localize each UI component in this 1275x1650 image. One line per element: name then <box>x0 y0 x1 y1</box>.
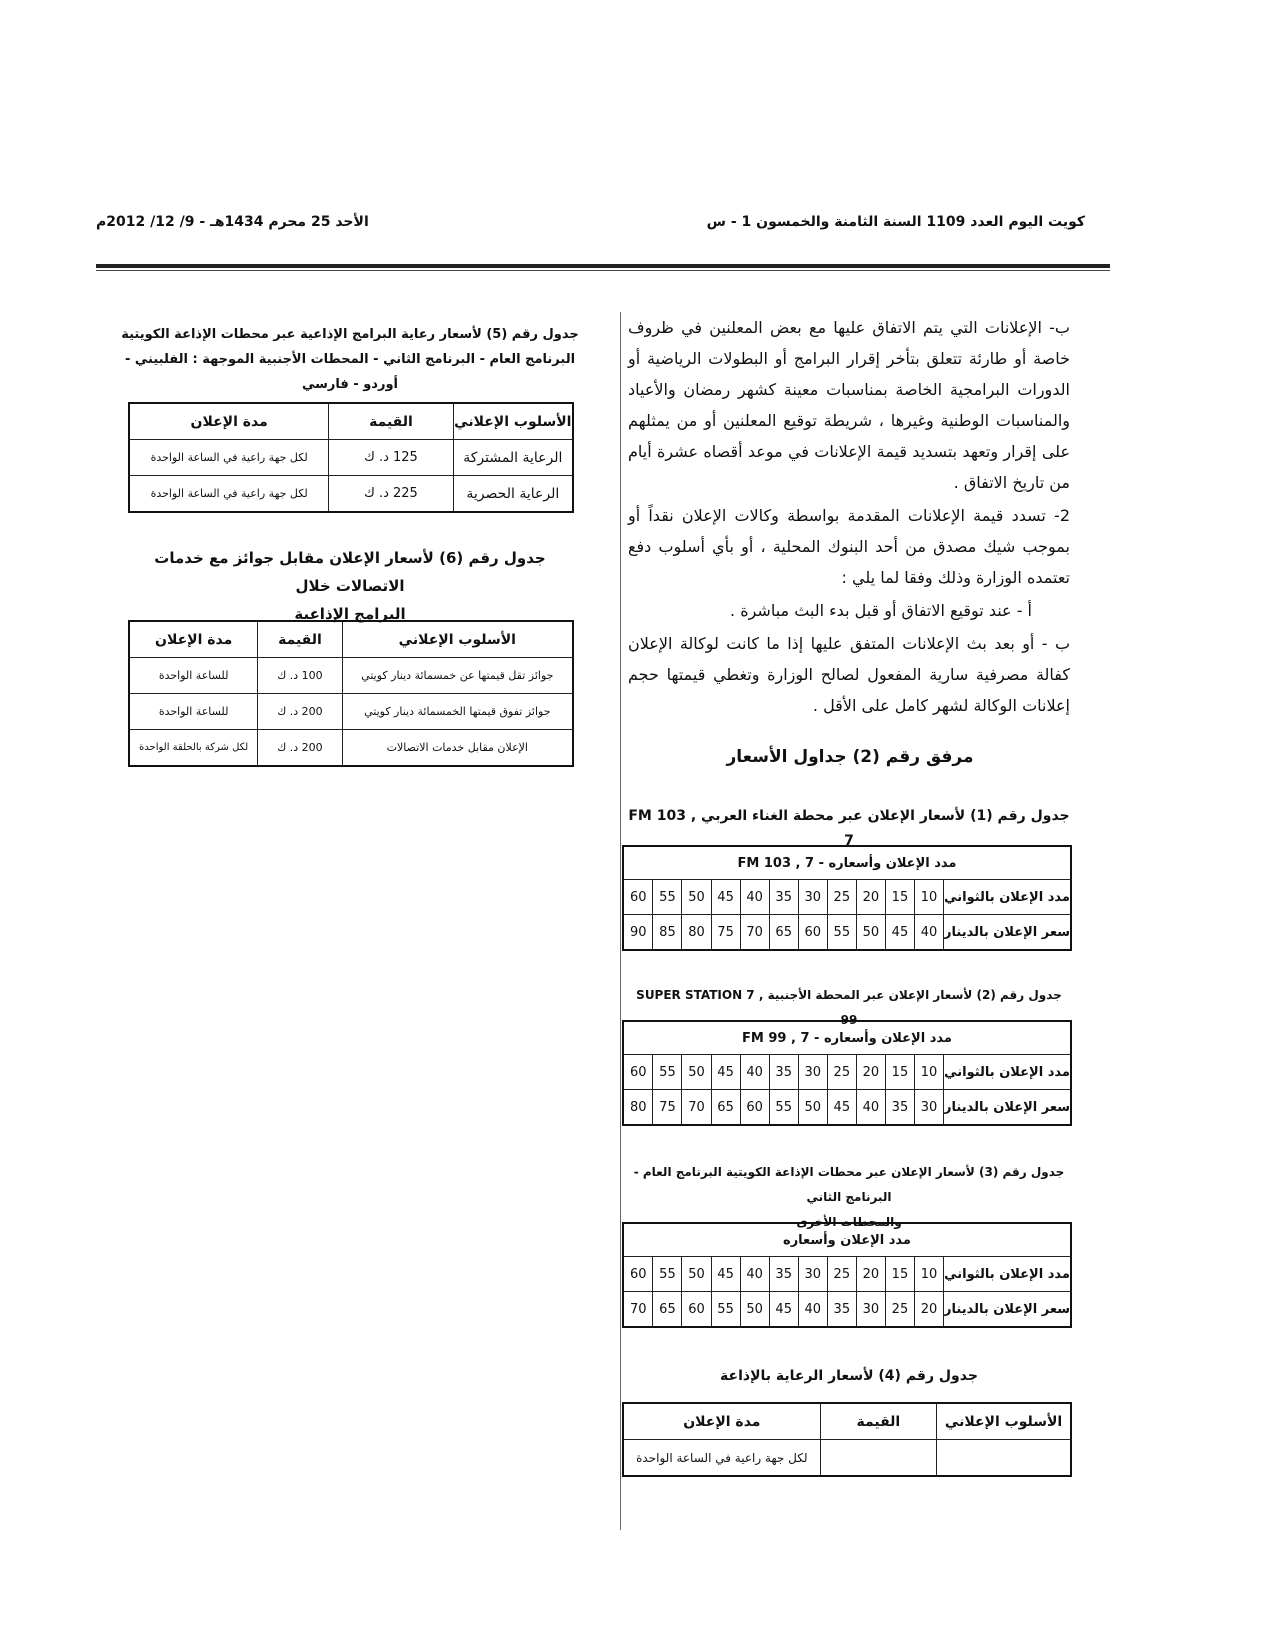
table-row <box>623 1055 1071 1090</box>
cell: 200 د. ك <box>258 730 342 767</box>
cell: 50 <box>682 1055 711 1090</box>
table4-col-value: القيمة <box>820 1403 936 1440</box>
cell: جوائز تفوق قيمتها الخمسمائة دينار كويتي <box>342 694 573 730</box>
cell: 15 <box>885 1055 914 1090</box>
table2-header: مدد الإعلان وأسعاره - FM 99 , 7 <box>623 1021 1071 1055</box>
page-header-right: كويت اليوم العدد 1109 السنة الثامنة والخمسون 1 - س <box>706 214 1085 230</box>
table6 <box>128 620 574 767</box>
table-row <box>623 1090 1071 1126</box>
cell: 85 <box>653 915 682 951</box>
cell: 60 <box>682 1292 711 1328</box>
table3-header: مدد الإعلان وأسعاره <box>623 1223 1071 1257</box>
cell: 40 <box>740 1257 769 1292</box>
cell: 200 د. ك <box>258 694 342 730</box>
cell: 40 <box>740 1055 769 1090</box>
table3 <box>622 1222 1072 1328</box>
cell: لكل شركة بالحلقة الواحدة <box>129 730 258 767</box>
cell: الإعلان مقابل خدمات الاتصالات <box>342 730 573 767</box>
cell: 60 <box>798 915 827 951</box>
item-a: أ - عند توقيع الاتفاق أو قبل بدء البث مباشرة . <box>730 601 1032 620</box>
cell: 30 <box>914 1090 943 1126</box>
cell: 75 <box>653 1090 682 1126</box>
cell: 50 <box>682 1257 711 1292</box>
cell: 40 <box>914 915 943 951</box>
cell: 30 <box>798 1257 827 1292</box>
table2-row2-label: سعر الإعلان بالدينار <box>944 1090 1071 1126</box>
cell: 10 <box>914 1055 943 1090</box>
cell: الرعاية الحصرية <box>453 476 573 513</box>
table5 <box>128 402 574 513</box>
cell: لكل جهة راعية في الساعة الواحدة <box>129 476 329 513</box>
cell: 60 <box>740 1090 769 1126</box>
table-row <box>129 730 573 767</box>
cell: 70 <box>623 1292 653 1328</box>
cell: 20 <box>856 880 885 915</box>
cell: 35 <box>769 880 798 915</box>
table1-row2-label: سعر الإعلان بالدينار <box>944 915 1071 951</box>
cell: 15 <box>885 880 914 915</box>
table-row <box>623 1257 1071 1292</box>
cell: 55 <box>653 1055 682 1090</box>
cell: 25 <box>827 1055 856 1090</box>
page-bottom-crop <box>620 1452 1080 1492</box>
table3-row2-label: سعر الإعلان بالدينار <box>944 1292 1071 1328</box>
header-rule-thin <box>96 270 1110 271</box>
header-rule <box>96 264 1110 268</box>
table-row <box>623 880 1071 915</box>
cell: 60 <box>623 1055 653 1090</box>
table-row <box>623 1403 1071 1440</box>
table2-row1-label: مدد الإعلان بالثواني <box>944 1055 1071 1090</box>
cell: 75 <box>711 915 740 951</box>
cell: 55 <box>827 915 856 951</box>
table-row <box>129 440 573 476</box>
table-row <box>129 476 573 513</box>
cell: 25 <box>827 1257 856 1292</box>
table5-col-value: القيمة <box>329 403 453 440</box>
cell: 35 <box>885 1090 914 1126</box>
cell: 60 <box>623 880 653 915</box>
cell: 20 <box>856 1055 885 1090</box>
cell: 45 <box>711 1055 740 1090</box>
cell: 65 <box>653 1292 682 1328</box>
cell: 55 <box>769 1090 798 1126</box>
cell: للساعة الواحدة <box>129 694 258 730</box>
cell: 10 <box>914 1257 943 1292</box>
table3-row1-label: مدد الإعلان بالثواني <box>944 1257 1071 1292</box>
item-b: ب - أو بعد بث الإعلانات المتفق عليها إذا ما كانت لوكالة الإعلان كفالة مصرفية سارية المفعول لصالح الوزارة وتغطي قيمتها حجم إعلانات الوكالة لشهر كامل على الأقل . <box>628 634 1070 715</box>
table1-row1-label: مدد الإعلان بالثواني <box>944 880 1071 915</box>
cell: 35 <box>827 1292 856 1328</box>
cell: 45 <box>885 915 914 951</box>
table4-row-duration: لكل جهة راعية في الساعة الواحدة <box>623 1440 820 1477</box>
cell: 55 <box>711 1292 740 1328</box>
table6-caption <box>120 544 580 628</box>
table4-col-duration: مدة الإعلان <box>623 1403 820 1440</box>
cell: 35 <box>769 1055 798 1090</box>
cell: 40 <box>856 1090 885 1126</box>
table5-col-method: الأسلوب الإعلاني <box>453 403 573 440</box>
column-separator <box>620 312 621 1530</box>
cell: لكل جهة راعية في الساعة الواحدة <box>129 440 329 476</box>
table-row <box>129 694 573 730</box>
table5-caption-line1: جدول رقم (5) لأسعار رعاية البرامج الإذاعية عبر محطات الإذاعة الكويتية <box>121 327 579 342</box>
cell: 125 د. ك <box>329 440 453 476</box>
paragraph-b: ب- الإعلانات التي يتم الاتفاق عليها مع بعض المعلنين في ظروف خاصة أو طارئة تتعلق بتأخر إقرار البرامج أو البطولات الرياضية أو الدورات البرامجية الخاصة بمناسبات معينة كشهر رمضان والأعياد والمناسبات الوطنية وغيرها ، شريطة توقيع المعلنين أو من يمثلهم على إقرار وتعهد بتسديد قيمة الإعلانات في موعد أقصاه عشرة أيام من تاريخ الاتفاق . <box>628 318 1070 492</box>
table2 <box>622 1020 1072 1126</box>
cell: 40 <box>740 880 769 915</box>
table-row <box>623 1292 1071 1328</box>
table5-caption <box>120 322 580 397</box>
table4-col-method: الأسلوب الإعلاني <box>937 1403 1071 1440</box>
cell: 15 <box>885 1257 914 1292</box>
cell: 20 <box>856 1257 885 1292</box>
table6-caption-line2: البرامج الإذاعية <box>294 605 406 623</box>
table2-caption: جدول رقم (2) لأسعار الإعلان عبر المحطة الأجنبية SUPER STATION 7 , 99 <box>636 988 1062 1027</box>
cell: 10 <box>914 880 943 915</box>
table3-caption-line1: جدول رقم (3) لأسعار الإعلان عبر محطات الإذاعة الكويتية البرنامج العام - البرنامج الثاني <box>633 1165 1065 1204</box>
cell: 50 <box>682 880 711 915</box>
cell: 70 <box>682 1090 711 1126</box>
table6-col-method: الأسلوب الإعلاني <box>342 621 573 658</box>
cell: 100 د. ك <box>258 658 342 694</box>
cell: 90 <box>623 915 653 951</box>
table1-caption: جدول رقم (1) لأسعار الإعلان عبر محطة الغناء العربي FM 103 , 7 <box>628 808 1070 849</box>
cell: 55 <box>653 880 682 915</box>
cell: 35 <box>769 1257 798 1292</box>
cell: 40 <box>798 1292 827 1328</box>
cell: 20 <box>914 1292 943 1328</box>
table-row <box>623 915 1071 951</box>
table5-caption-line2: البرنامج العام - البرنامج الثاني - المحطات الأجنبية الموجهة : الفلبيني - أوردو - فارسي <box>124 352 576 392</box>
table1 <box>622 845 1072 951</box>
table4-caption: جدول رقم (4) لأسعار الرعاية بالإذاعة <box>720 1368 978 1384</box>
cell: للساعة الواحدة <box>129 658 258 694</box>
cell: 55 <box>653 1257 682 1292</box>
cell: الرعاية المشتركة <box>453 440 573 476</box>
table6-caption-line1: جدول رقم (6) لأسعار الإعلان مقابل جوائز مع خدمات الاتصالات خلال <box>154 549 546 595</box>
cell: 45 <box>769 1292 798 1328</box>
cell: 80 <box>682 915 711 951</box>
table3-caption-line2: والمحطات الأخرى <box>796 1215 902 1229</box>
cell: 50 <box>740 1292 769 1328</box>
cell: 50 <box>856 915 885 951</box>
cell: 25 <box>827 880 856 915</box>
cell: 70 <box>740 915 769 951</box>
cell: 30 <box>798 880 827 915</box>
cell: 80 <box>623 1090 653 1126</box>
cell: 45 <box>711 880 740 915</box>
cell: 45 <box>827 1090 856 1126</box>
cell: 225 د. ك <box>329 476 453 513</box>
cell: 65 <box>711 1090 740 1126</box>
paragraph-2: 2- تسدد قيمة الإعلانات المقدمة بواسطة وكالات الإعلان نقداً أو بموجب شيك مصدق من أحد البنوك المحلية ، أو بأي أسلوب دفع تعتمده الوزارة وذلك وفقا لما يلي : <box>628 506 1070 587</box>
table6-col-duration: مدة الإعلان <box>129 621 258 658</box>
table6-col-value: القيمة <box>258 621 342 658</box>
page-header-left: الأحد 25 محرم 1434هـ - 9/ 12/ 2012م <box>96 214 369 230</box>
cell: 50 <box>798 1090 827 1126</box>
table1-header: مدد الإعلان وأسعاره - FM 103 , 7 <box>623 846 1071 880</box>
cell: جوائز تقل قيمتها عن خمسمائة دينار كويتي <box>342 658 573 694</box>
table5-col-duration: مدة الإعلان <box>129 403 329 440</box>
body-text <box>628 312 1070 723</box>
cell: 45 <box>711 1257 740 1292</box>
table-row <box>129 621 573 658</box>
table-row <box>129 658 573 694</box>
table-row <box>129 403 573 440</box>
cell: 65 <box>769 915 798 951</box>
cell: 60 <box>623 1257 653 1292</box>
cell: 25 <box>885 1292 914 1328</box>
annex-title: مرفق رقم (2) جداول الأسعار <box>726 747 974 767</box>
cell: 30 <box>856 1292 885 1328</box>
cell: 30 <box>798 1055 827 1090</box>
